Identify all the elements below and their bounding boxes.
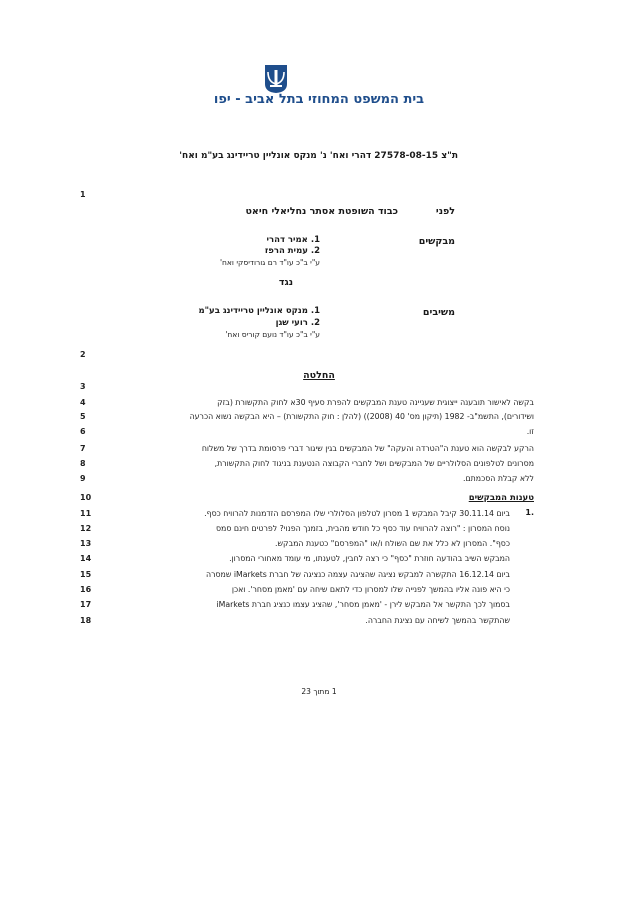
claims-heading: טענות המבקשים	[468, 493, 534, 503]
claim-line: בסמוך לכך התקשר אל המבקש לירן - 'מאמן מסחר', שהציג עצמו כנציג חברת iMarkets	[216, 600, 510, 609]
applicant-2: 2. עמית הרפז	[264, 246, 320, 256]
intro-line: ושידורים), התשמ"ב- 1982 (תיקון מס' 40 (2008)) (להלן : חוק התקשורת) – היא הבקשה נשוא הכרעה	[189, 412, 534, 421]
background-line: מסרונים לטלפונים הסלולריים של המבקשים ושל לחברי הקבוצה הנטענת בניגוד לחוק התקשורת,	[214, 459, 534, 468]
applicant-1: 1. אמיר דהרי	[266, 235, 320, 245]
line-number: 6	[80, 427, 86, 436]
line-number: 4	[80, 398, 86, 407]
case-title: ת"צ 27578-08-15 דהרי ואח' נ' מנקס אונליין טריידינג בע"מ ואח'	[179, 151, 458, 161]
line-number: 11	[80, 509, 92, 518]
court-name: בית המשפט המחוזי בתל אביב - יפו	[213, 92, 425, 107]
respondent-2: 2. רועי שגן	[275, 318, 320, 328]
respondents-label: משיבים	[422, 307, 455, 318]
intro-line: זו.	[526, 427, 534, 436]
line-number: 15	[80, 570, 92, 579]
respondents-representative: ע"י ב"כ עו"ד נועם קוריס ואח'	[225, 330, 320, 339]
claim-line: ביום 16.12.14 התקשרה למבקש נציגה שהציגה עצמה כנציגה של חברת iMarkets שמסרה	[205, 570, 510, 579]
claim-line: ביום 30.11.14 קיבל המבקש 1 מסרון לטלפון הסלולרי שלו המפרסם הזדמנות להרוויח כסף.	[204, 509, 510, 518]
applicants-label: מבקשים	[418, 236, 455, 247]
background-line: הרקע לבקשה הוא טענת ה"הטרדה והעקה" של המבקשים בגין שיגור דברי פרסומת בדרך של משלוח	[201, 444, 534, 453]
intro-line: בקשה לאישור תובענה ייצוגית שעניינה טענת המבקשים להפרת סעיף 30א לחוק התקשורת (בזק	[217, 398, 534, 407]
before-label: לפני	[435, 206, 455, 217]
item-number: 1.	[525, 508, 534, 517]
line-number: 14	[80, 554, 92, 563]
claim-line: כי היא פונה אליו בהמשך לפנייה שלו למסרון כדי לתאם שיחה עם 'מאמן מסחר'. ואכן	[231, 585, 510, 594]
line-number: 8	[80, 459, 86, 468]
versus-label: נגד	[278, 277, 293, 288]
respondent-1: 1. מנקס אונליין טריידינג בע"מ	[198, 306, 320, 316]
line-number: 13	[80, 539, 92, 548]
line-number: 3	[80, 382, 86, 391]
line-number: 18	[80, 616, 92, 625]
line-number: 9	[80, 474, 86, 483]
page-footer: 1 מתוך 23	[301, 687, 337, 696]
claim-line: נוסח המסרון : "רוצה להרוויח עוד כסף כל חודש מהבית, בזמנך הפנוי? לפרטים חינם סמס	[215, 524, 510, 533]
line-number: 16	[80, 585, 92, 594]
line-number: 5	[80, 412, 86, 421]
claim-line: כסף". המסרון לא כלל את שם השולח ו/או "המפרסם" כטענת המבקש.	[275, 539, 510, 548]
line-number: 12	[80, 524, 92, 533]
decision-heading: החלטה	[303, 370, 335, 381]
claim-line: המבקש השיב בהודעה חוזרת "כסף" כי רצה לחבין, לטענתו, מי עומד מאחורי המסרון.	[229, 554, 510, 563]
line-number: 7	[80, 444, 86, 453]
line-number: 17	[80, 600, 92, 609]
background-line: ללא קבלת הסכמתם.	[463, 474, 534, 483]
state-emblem-icon	[264, 64, 288, 94]
line-number: 1	[80, 190, 86, 199]
applicants-representative: ע"י ב"כ עו"ד רם גורודיסקי ואח'	[219, 258, 320, 267]
judge-name: כבוד השופטת אסתר נחליאלי חיאט	[245, 206, 398, 217]
line-number: 10	[80, 493, 92, 502]
line-number: 2	[80, 350, 86, 359]
claim-line: שהתקשר בהמשך לשיחה עם נציגת החברה.	[365, 616, 510, 625]
